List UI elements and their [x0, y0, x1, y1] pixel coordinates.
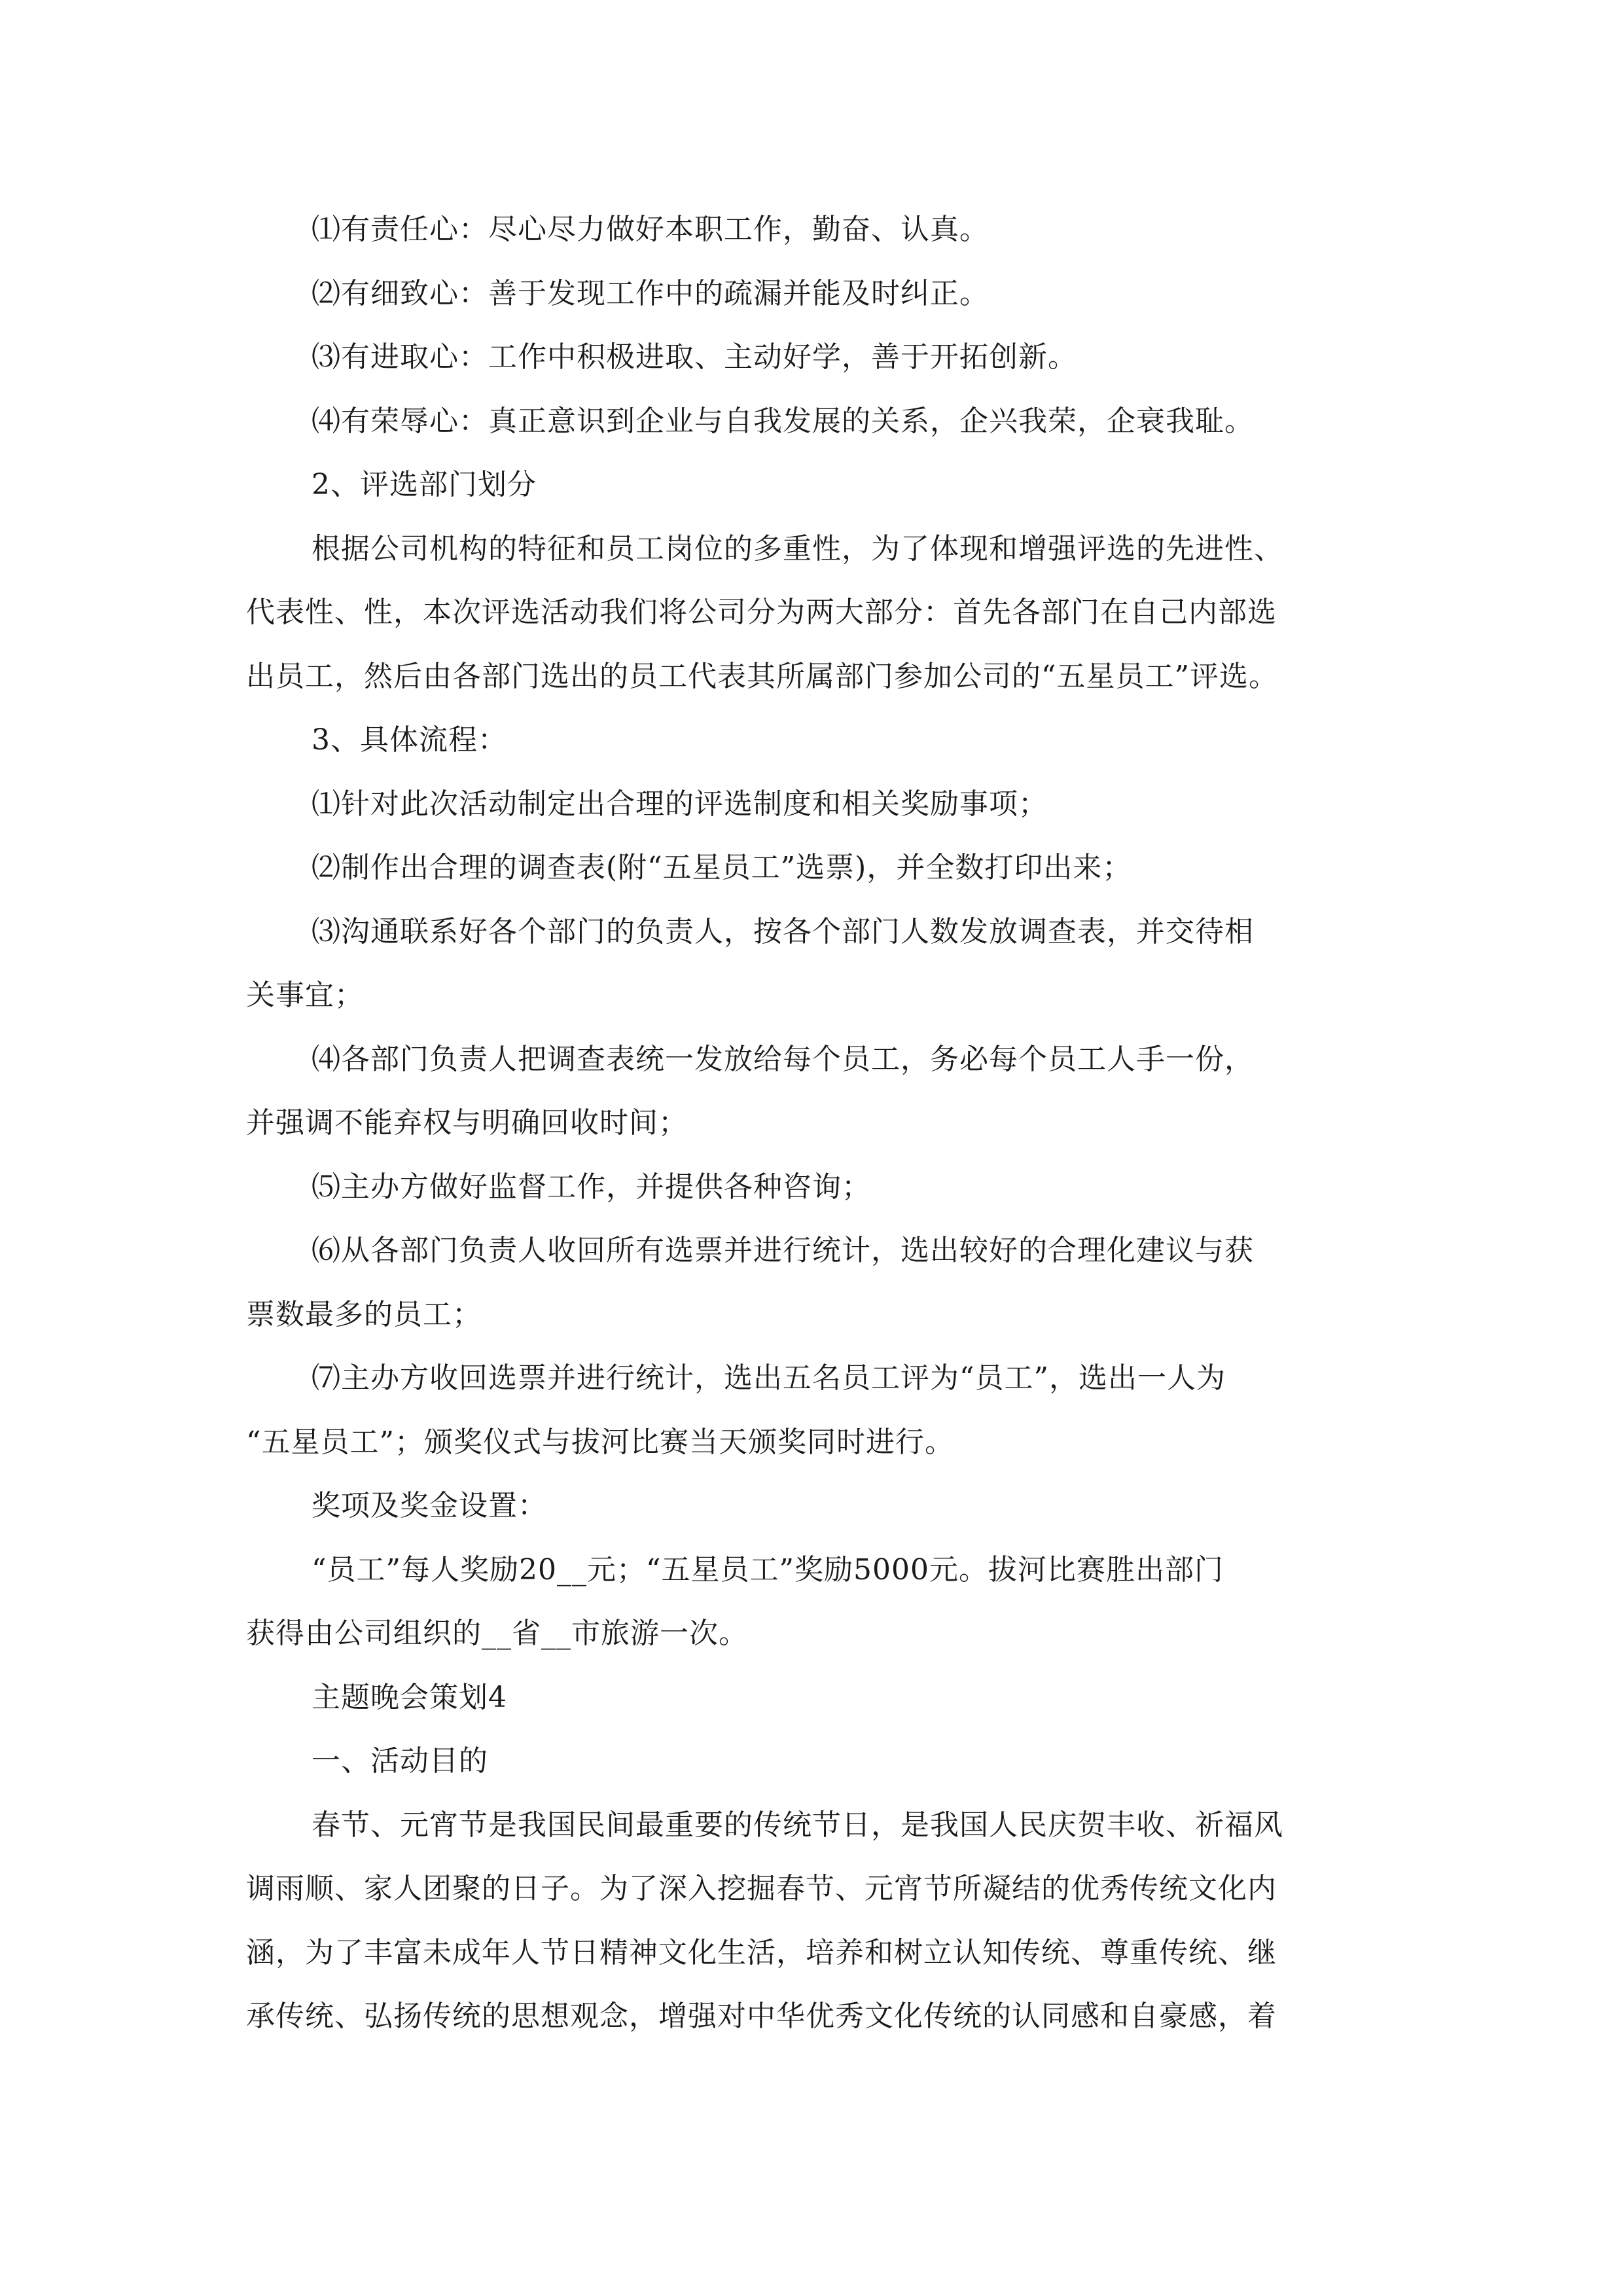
- text-line-26: 春节、元宵节是我国民间最重要的传统节日，是我国人民庆贺丰收、祈福风: [312, 1808, 1283, 1842]
- text-line-20: “五星员工”；颁奖仪式与拔河比赛当天颁奖同时进行。: [246, 1425, 954, 1459]
- section-heading-awards: 奖项及奖金设置：: [312, 1489, 547, 1522]
- text-line-12: ⑶沟通联系好各个部门的负责人，按各个部门人数发放调查表，并交待相: [312, 914, 1254, 948]
- text-line-10: ⑴针对此次活动制定出合理的评选制度和相关奖励事项；: [312, 787, 1048, 821]
- text-line-23: 获得由公司组织的__省__市旅游一次。: [246, 1617, 748, 1650]
- text-line-19: ⑺主办方收回选票并进行统计，选出五名员工评为“员工”，选出一人为: [312, 1361, 1226, 1395]
- text-line-3: ⑶有进取心：工作中积极进取、主动好学，善于开拓创新。: [312, 340, 1077, 374]
- text-line-11: ⑵制作出合理的调查表(附“五星员工”选票)，并全数打印出来；: [312, 851, 1132, 884]
- text-line-7: 代表性、性，本次评选活动我们将公司分为两大部分：首先各部门在自己内部选: [246, 596, 1277, 629]
- text-line-14: ⑷各部门负责人把调查表统一发放给每个员工，务必每个员工人手一份，: [312, 1042, 1254, 1076]
- text-line-28: 涵，为了丰富未成年人节日精神文化生活，培养和树立认知传统、尊重传统、继: [246, 1935, 1277, 1969]
- section-heading-department-division: 2、评选部门划分: [312, 468, 537, 501]
- text-line-16: ⑸主办方做好监督工作，并提供各种咨询；: [312, 1170, 871, 1204]
- section-heading-purpose: 一、活动目的: [312, 1744, 488, 1778]
- text-line-8: 出员工，然后由各部门选出的员工代表其所属部门参加公司的“五星员工”评选。: [246, 659, 1278, 693]
- section-title-party-plan-4: 主题晚会策划4: [312, 1680, 507, 1714]
- text-line-13: 关事宜；: [246, 978, 364, 1012]
- text-line-29: 承传统、弘扬传统的思想观念，增强对中华优秀文化传统的认同感和自豪感，着: [246, 2000, 1277, 2033]
- text-line-22: “员工”每人奖励20__元；“五星员工”奖励5000元。拔河比赛胜出部门: [312, 1552, 1224, 1587]
- document-body: [246, 198, 1378, 2049]
- section-heading-process: 3、具体流程：: [312, 723, 507, 757]
- text-line-2: ⑵有细致心：善于发现工作中的疏漏并能及时纠正。: [312, 276, 989, 310]
- text-line-6: 根据公司机构的特征和员工岗位的多重性，为了体现和增强评选的先进性、: [312, 531, 1283, 565]
- text-line-27: 调雨顺、家人团聚的日子。为了深入挖掘春节、元宵节所凝结的优秀传统文化内: [246, 1872, 1277, 1905]
- text-line-4: ⑷有荣辱心：真正意识到企业与自我发展的关系，企兴我荣，企衰我耻。: [312, 404, 1254, 438]
- text-line-1: ⑴有责任心：尽心尽力做好本职工作，勤奋、认真。: [312, 213, 989, 246]
- text-line-18: 票数最多的员工；: [246, 1297, 482, 1331]
- text-line-15: 并强调不能弃权与明确回收时间；: [246, 1106, 688, 1139]
- text-line-17: ⑹从各部门负责人收回所有选票并进行统计，选出较好的合理化建议与获: [312, 1234, 1254, 1267]
